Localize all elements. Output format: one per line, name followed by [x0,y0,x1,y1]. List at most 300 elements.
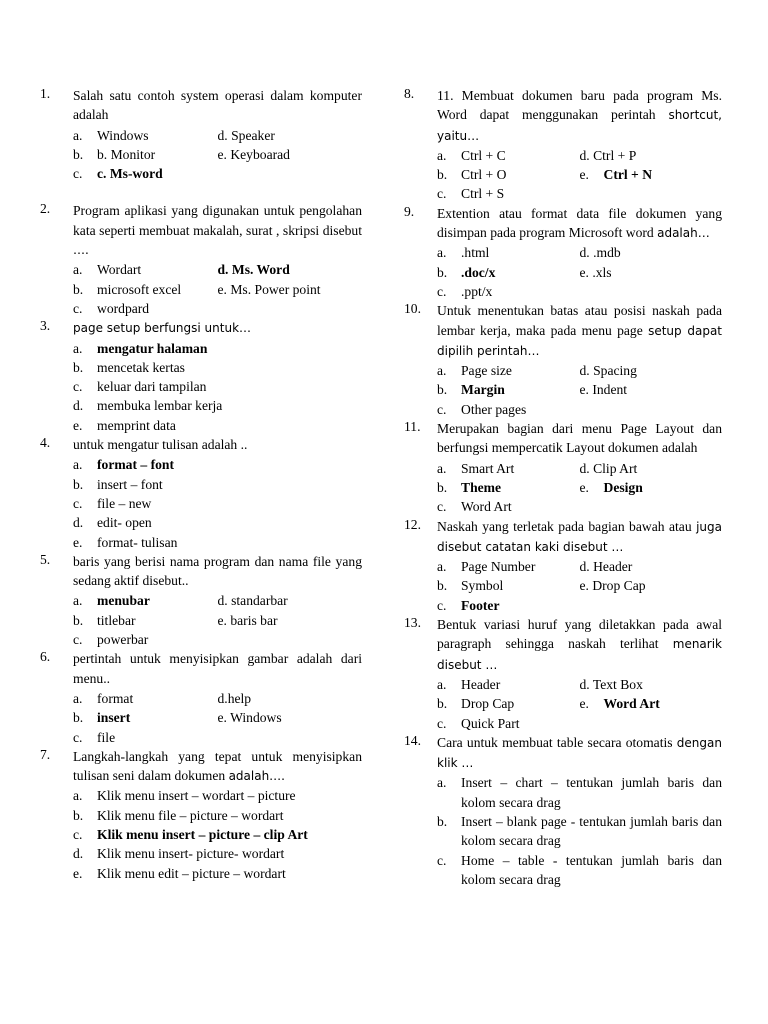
option-text: e. Windows [217,710,282,726]
option-text: memprint data [97,417,176,433]
option-row [437,773,722,812]
option-letter: b. [437,382,448,398]
option-letter: b. [73,281,84,297]
question-item [404,86,722,204]
answer-options [73,126,362,184]
option-row [437,146,722,165]
option-row [73,377,362,396]
option-text: file [97,729,116,745]
question-text [437,86,722,146]
option-row [73,844,362,863]
option-text: microsoft excel [97,281,182,297]
answer-option [437,282,722,301]
option-row [73,455,362,474]
option-row [437,478,722,497]
question-text [73,201,362,260]
answer-option [437,714,722,733]
option-text: format – font [97,457,175,473]
option-row [437,459,722,478]
option-row [437,361,722,380]
option-text: Word Art [603,696,660,712]
answer-option [73,494,362,513]
question-item [40,552,362,649]
option-row [437,282,722,301]
answer-option [73,358,362,377]
answer-options [73,455,362,551]
answer-option [73,864,362,883]
option-letter: c. [73,379,83,395]
option-row [437,694,722,713]
option-text: .ppt/x [461,283,493,299]
option-text: membuka lembar kerja [97,398,223,414]
option-text: wordpard [97,300,150,316]
option-text: d. standarbar [217,593,288,609]
option-text: Klik menu file – picture – wordart [97,807,284,823]
option-row [73,708,362,727]
option-text: d. Header [579,559,633,575]
option-row [73,416,362,435]
option-text: menubar [97,593,150,609]
option-text: Insert – chart – tentukan jumlah baris dan kolom secara drag [461,775,722,810]
question-ellipsis: juga disebut catatan kaki disebut … [437,519,722,554]
option-text: Ctrl + C [461,147,506,163]
question-body: Langkah-langkah yang tepat untuk menyisipkan tulisan seni dalam dokumen [73,748,362,784]
option-text: e. Drop Cap [579,578,646,594]
option-letter: a. [73,340,83,356]
option-letter: a. [73,593,83,609]
question-body: Salah satu contoh system operasi dalam komputer adalah [73,88,362,123]
answer-option [437,812,722,851]
option-row [437,675,722,694]
option-text: Other pages [461,401,527,417]
answer-options [437,459,722,517]
question-text [437,733,722,774]
option-text: format [97,690,134,706]
option-row [73,494,362,513]
option-text: Klik menu insert- picture- wordart [97,846,285,862]
option-row [73,689,362,708]
question-number: 5. [40,551,51,567]
answer-option [580,675,723,694]
answer-option [73,475,362,494]
option-row [73,728,362,747]
answer-option [218,611,363,630]
option-text: e. Keyboarad [217,146,290,162]
answer-option [73,630,362,649]
question-ellipsis: …. [73,243,89,258]
option-letter: a. [73,262,83,278]
option-letter: c. [437,283,447,299]
question-item [404,204,722,301]
option-letter: c. [437,852,447,868]
option-text: Word Art [461,499,512,515]
answer-option [437,576,580,595]
option-row [73,611,362,630]
answer-option [73,806,362,825]
option-row [437,400,722,419]
answer-option [73,164,362,183]
option-text: c. Ms-word [97,166,163,182]
answer-option [437,478,580,497]
question-text [437,517,722,558]
question-item [40,435,362,552]
option-letter: d. [73,398,84,414]
answer-option [73,260,218,279]
question-number: 2. [40,201,51,217]
question-item [40,747,362,883]
option-letter: a. [437,363,447,379]
answer-option [218,280,363,299]
question-text [437,615,722,675]
answer-option [73,145,218,164]
answer-option [437,557,580,576]
question-item [40,201,362,318]
option-letter: a. [437,147,447,163]
option-letter: b. [73,359,84,375]
answer-options [73,260,362,318]
option-text: .html [461,245,490,261]
answer-option [437,380,580,399]
answer-option [73,455,362,474]
answer-option [437,184,722,203]
option-letter: b. [73,807,84,823]
option-letter: e. [579,696,589,712]
option-row [437,851,722,890]
question-number: 8. [404,86,415,101]
option-letter: a. [437,775,447,791]
answer-option [580,361,723,380]
option-letter: b. [73,710,84,726]
option-text: d. Ctrl + P [579,147,637,163]
question-ellipsis: dengan klik … [437,735,722,771]
option-row [73,280,362,299]
option-letter: a. [73,788,83,804]
answer-option [73,339,362,358]
question-ellipsis: page setup berfungsi untuk… [73,321,252,336]
question-text [73,435,362,455]
answer-option [73,708,218,727]
answer-option [580,576,723,595]
option-letter: d. [73,515,84,531]
answer-option [218,689,363,708]
option-letter: c. [437,186,447,202]
option-text: .doc/x [461,264,496,280]
answer-option [218,708,363,727]
option-text: Insert – blank page - tentukan jumlah baris dan kolom secara drag [461,813,722,849]
option-letter: c. [73,166,83,182]
option-text: powerbar [97,632,149,648]
answer-option [73,689,218,708]
option-letter: a. [73,690,83,706]
question-text [73,318,362,338]
question-text [73,86,362,126]
option-letter: c. [437,597,447,613]
option-row [437,380,722,399]
option-row [73,786,362,805]
option-text: Klik menu insert – wordart – picture [97,788,296,804]
question-number: 6. [40,649,51,665]
answer-option [73,396,362,415]
option-row [437,184,722,203]
question-body: untuk mengatur tulisan adalah .. [73,437,248,453]
answer-option [437,851,722,890]
answer-option [580,694,723,713]
option-letter: e. [73,534,83,550]
answer-options [437,146,722,204]
option-text: format- tulisan [97,534,178,550]
answer-option [580,146,723,165]
option-text: insert – font [97,476,163,492]
question-number: 12. [404,516,421,532]
question-body: Untuk menentukan batas atau posisi naskah pada lembar kerja, maka pada menu page [437,303,722,338]
answer-options [73,339,362,435]
question-item [404,733,722,889]
question-item [404,517,722,615]
option-text: d. Text Box [579,676,643,692]
option-text: Smart Art [461,460,515,476]
option-text: Wordart [97,262,142,278]
option-letter: c. [73,495,83,511]
answer-option [437,165,580,184]
option-letter: b. [437,167,448,183]
question-text [73,747,362,787]
answer-option [437,459,580,478]
question-number: 13. [404,615,421,631]
option-text: e. Ms. Power point [217,281,321,297]
question-ellipsis: menarik disebut … [437,637,722,672]
question-body: Naskah yang terletak pada bagian bawah atau [437,518,692,534]
option-text: d. .mdb [579,245,621,261]
question-text [437,301,722,361]
question-number: 3. [40,318,51,334]
answer-option [73,786,362,805]
question-body: Bentuk variasi huruf yang diletakkan pada awal paragraph sehingga naskah terlihat [437,617,722,652]
question-item [40,86,362,183]
question-number: 9. [404,203,415,219]
option-text: Ctrl + N [603,167,653,183]
option-letter: a. [437,460,447,476]
option-text: Home – table - tentukan jumlah baris dan kolom secara drag [461,852,722,887]
option-letter: c. [73,729,83,745]
option-text: Theme [461,479,502,495]
option-text: Windows [97,127,149,143]
question-item [404,301,722,419]
option-row [437,263,722,282]
option-row [73,806,362,825]
answer-option [580,165,723,184]
option-text: Header [461,676,501,692]
answer-options [73,689,362,747]
option-text: Quick Part [461,715,520,731]
option-row [73,630,362,649]
answer-option [73,611,218,630]
option-text: titlebar [97,612,136,628]
answer-options [73,591,362,649]
option-row [437,557,722,576]
answer-option [580,478,723,497]
answer-option [218,260,363,279]
option-row [73,358,362,377]
option-text: edit- open [97,515,152,531]
option-text: Design [603,479,643,495]
option-row [73,825,362,844]
question-number: 10. [404,301,421,317]
answer-option [437,263,580,282]
option-row [73,339,362,358]
option-text: b. Monitor [97,146,156,162]
option-row [73,260,362,279]
answer-options [437,361,722,419]
question-item [404,419,722,516]
option-row [73,533,362,552]
option-letter: e. [579,479,589,495]
answer-options [437,675,722,733]
option-text: file – new [97,495,152,511]
answer-option [73,299,362,318]
question-ellipsis: setup dapat dipilih perintah… [437,323,723,358]
answer-option [437,596,722,615]
question-body: 11. Membuat dokumen baru pada program Ms. Word dapat menggunakan perintah [437,88,722,123]
question-body: Merupakan bagian dari menu Page Layout dan berfungsi mempercatik Layout dokumen adalah [437,421,722,456]
question-number: 11. [404,419,421,435]
option-row [437,497,722,516]
answer-options [73,786,362,882]
right-column [404,86,722,889]
option-text: Footer [461,597,500,613]
question-body: baris yang berisi nama program dan nama file yang sedang aktif disebut.. [73,553,362,589]
option-text: Ctrl + O [461,167,507,183]
option-row [73,475,362,494]
option-letter: b. [437,264,448,280]
answer-option [73,844,362,863]
option-letter: a. [437,245,447,261]
option-row [437,243,722,262]
answer-option [580,380,723,399]
answer-option [580,263,723,282]
option-row [437,596,722,615]
answer-option [437,694,580,713]
option-letter: b. [73,476,84,492]
question-item [404,615,722,733]
answer-option [73,280,218,299]
answer-option [437,675,580,694]
answer-options [437,557,722,615]
answer-option [73,533,362,552]
option-letter: a. [437,559,447,575]
option-text: Page Number [461,559,536,575]
option-text: e. baris bar [217,612,278,628]
answer-options [437,773,722,889]
option-letter: c. [73,632,83,648]
question-ellipsis: shortcut, yaitu… [437,108,722,143]
question-ellipsis: adalah… [657,226,710,241]
answer-option [437,497,722,516]
question-number: 7. [40,746,51,762]
option-text: Symbol [461,578,504,594]
question-body: Cara untuk membuat table secara otomatis [437,734,673,750]
option-text: d. Clip Art [579,460,638,476]
answer-option [580,557,723,576]
option-text: keluar dari tampilan [97,379,207,395]
option-row [73,396,362,415]
answer-option [73,126,218,145]
option-text: d. Ms. Word [217,262,290,278]
option-letter: c. [437,715,447,731]
answer-option [218,591,363,610]
answer-option [73,728,362,747]
option-letter: e. [73,865,83,881]
answer-option [73,825,362,844]
option-text: Klik menu insert – picture – clip Art [97,826,308,842]
answer-option [580,459,723,478]
option-letter: a. [73,127,83,143]
option-letter: b. [437,696,448,712]
option-row [73,513,362,532]
answer-option [73,513,362,532]
option-text: Ctrl + S [461,186,505,202]
option-text: Drop Cap [461,696,515,712]
option-text: d.help [217,690,252,706]
option-text: d. Speaker [217,127,275,143]
answer-option [218,145,363,164]
option-row [73,126,362,145]
option-letter: c. [73,300,83,316]
option-letter: a. [73,457,83,473]
answer-option [437,146,580,165]
answer-option [437,773,722,812]
question-text [73,552,362,592]
answer-option [437,243,580,262]
option-letter: b. [73,146,84,162]
option-text: mengatur halaman [97,340,208,356]
option-letter: e. [579,167,589,183]
option-letter: c. [437,499,447,515]
option-letter: c. [437,401,447,417]
option-text: d. Spacing [579,363,637,379]
option-text: e. Indent [579,382,628,398]
answer-option [73,416,362,435]
answer-option [218,126,363,145]
question-item [40,318,362,435]
option-text: mencetak kertas [97,359,185,375]
question-number: 4. [40,435,51,451]
option-row [437,165,722,184]
option-letter: a. [437,676,447,692]
question-body: Program aplikasi yang digunakan untuk pengolahan kata seperti membuat makalah, surat , skripsi disebut [73,203,362,238]
option-letter: b. [437,813,448,829]
question-text [437,419,722,459]
option-letter: d. [73,846,84,862]
question-item [40,649,362,746]
left-column [40,86,362,883]
question-body: pertintah untuk menyisipkan gambar adalah dari menu.. [73,651,362,686]
answer-option [73,377,362,396]
option-letter: b. [437,479,448,495]
question-ellipsis: adalah…. [228,769,285,784]
option-letter: e. [73,417,83,433]
option-text: e. .xls [579,264,612,280]
option-row [437,576,722,595]
option-text: Klik menu edit – picture – wordart [97,865,286,881]
option-text: Page size [461,363,512,379]
question-number: 1. [40,86,51,101]
option-letter: c. [73,826,83,842]
answer-option [580,243,723,262]
option-row [73,145,362,164]
answer-option [437,400,722,419]
option-row [437,812,722,851]
question-text [73,649,362,689]
